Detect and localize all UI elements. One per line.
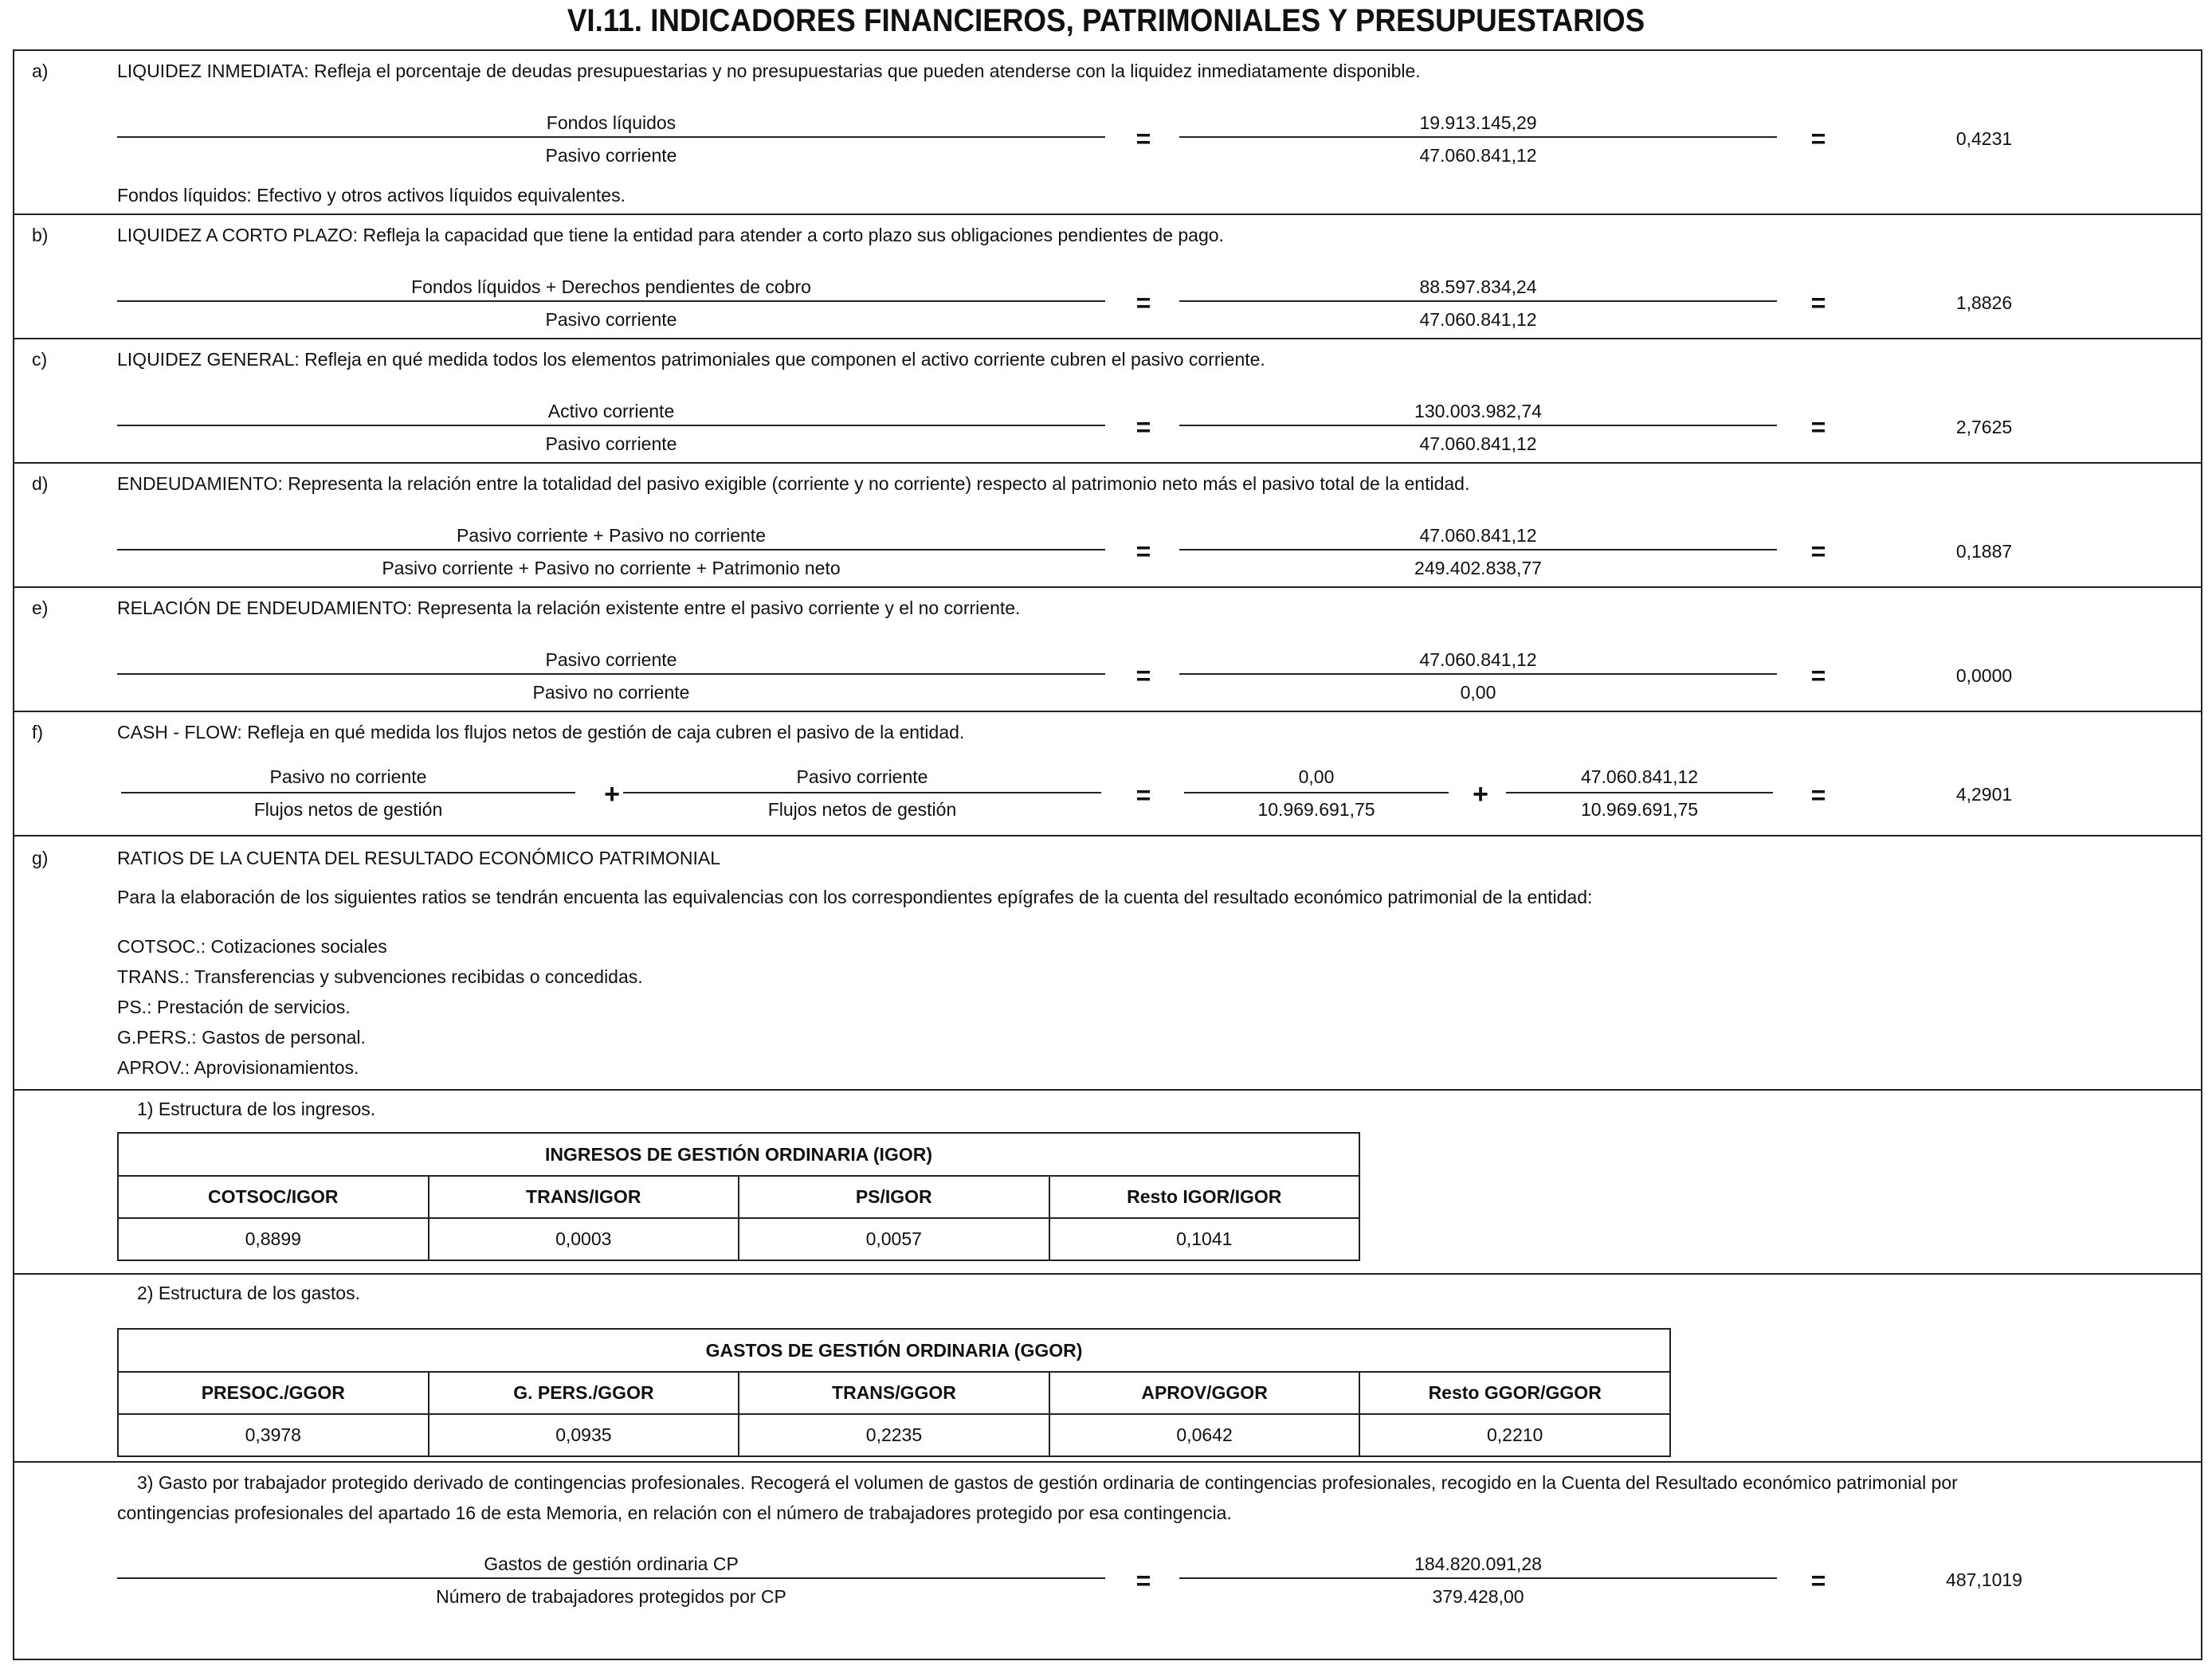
column-header: Resto IGOR/IGOR [1049,1176,1360,1218]
section-letter: a) [32,61,49,81]
fraction-bar [1184,792,1449,793]
numerator-label: Fondos líquidos + Derechos pendientes de cobro [411,276,811,297]
definition-item: COTSOC.: Cotizaciones sociales [117,936,387,957]
denominator-label: Flujos netos de gestión [767,799,957,820]
equals-sign: = [1135,288,1151,317]
fraction-bar [117,673,1105,675]
section-divider [13,835,2202,836]
table-cell: 0,0057 [739,1218,1049,1260]
numerator-label: Activo corriente [547,401,675,421]
denominator-value: 47.060.841,12 [1419,309,1537,330]
gastos-table [117,1328,1671,1457]
denominator-value: 0,00 [1460,682,1496,703]
fraction-bar [117,1577,1105,1579]
page-title: VI.11. INDICADORES FINANCIEROS, PATRIMONIALES Y PRESUPUESTARIOS [567,3,1645,38]
numerator-value: 184.820.091,28 [1414,1553,1542,1574]
numerator-value: 47.060.841,12 [1419,649,1537,670]
section-divider [13,1089,2202,1091]
fraction-bar [1506,792,1773,793]
equals-sign: = [1810,413,1826,441]
table-cell: 0,3978 [118,1414,429,1456]
fraction-bar [1179,425,1777,426]
numerator-value: 0,00 [1298,766,1335,787]
equals-sign: = [1810,124,1826,153]
denominator-value: 47.060.841,12 [1419,145,1537,166]
definition-item: G.PERS.: Gastos de personal. [117,1027,366,1048]
table-cell: 0,2210 [1359,1414,1670,1456]
section-divider [13,214,2202,215]
column-header: TRANS/IGOR [429,1176,739,1218]
section-intro: Para la elaboración de los siguientes ratios se tendrán encuenta las equivalencias con los correspondientes epígrafes de la cuenta del resultado económico patrimonial de la entidad: [117,887,1593,907]
equals-sign: = [1810,661,1826,690]
section-description: LIQUIDEZ A CORTO PLAZO: Refleja la capacidad que tiene la entidad para atender a corto plazo sus obligaciones pendientes de pago. [117,225,1224,245]
numerator-label: Pasivo corriente [796,766,928,787]
ingresos-table [117,1132,1360,1261]
numerator-label: Pasivo no corriente [269,766,427,787]
table-header: GASTOS DE GESTIÓN ORDINARIA (GGOR) [118,1329,1670,1372]
definition-item: APROV.: Aprovisionamientos. [117,1057,359,1078]
column-header: Resto GGOR/GGOR [1359,1372,1670,1414]
result-value: 2,7625 [1955,417,2013,437]
section-letter: d) [32,473,49,494]
section-divider [13,711,2202,712]
section-description: LIQUIDEZ GENERAL: Refleja en qué medida todos los elementos patrimoniales que componen el activo corriente cubren el pasivo corriente. [117,349,1265,370]
plus-sign: + [604,779,620,809]
section-description: LIQUIDEZ INMEDIATA: Refleja el porcentaje de deudas presupuestarias y no presupuestarias que pueden atenderse con la liquidez inmediatamente disponible. [117,61,1421,81]
column-header: G. PERS./GGOR [429,1372,739,1414]
result-value: 487,1019 [1946,1569,2022,1590]
fraction-bar [1179,1577,1777,1579]
fraction-bar [1179,136,1777,138]
denominator-value: 379.428,00 [1432,1586,1524,1607]
result-value: 0,0000 [1955,665,2013,686]
numerator-label: Fondos líquidos [546,112,677,133]
fraction-bar [117,300,1105,302]
section-description: CASH - FLOW: Refleja en qué medida los flujos netos de gestión de caja cubren el pasivo de la entidad. [117,722,965,742]
denominator-value: 10.969.691,75 [1257,799,1375,820]
table-header: INGRESOS DE GESTIÓN ORDINARIA (IGOR) [118,1133,1359,1176]
result-value: 0,4231 [1955,128,2013,149]
fraction-bar [121,792,575,793]
equals-sign: = [1810,781,1826,809]
denominator-value: 10.969.691,75 [1580,799,1699,820]
result-value: 0,1887 [1955,541,2013,562]
section-divider [13,1461,2202,1463]
equals-sign: = [1810,288,1826,317]
table-cell: 0,0935 [429,1414,739,1456]
section-description: RELACIÓN DE ENDEUDAMIENTO: Representa la relación existente entre el pasivo corriente y el no corriente. [117,597,1021,618]
section-letter: g) [32,848,49,868]
fraction-bar [623,792,1101,793]
result-value: 4,2901 [1955,784,2013,805]
definition-item: PS.: Prestación de servicios. [117,997,351,1017]
table-cell: 0,0003 [429,1218,739,1260]
denominator-value: 249.402.838,77 [1414,558,1542,578]
fraction-bar [117,549,1105,550]
equals-sign: = [1135,124,1151,153]
fraction-bar [117,136,1105,138]
denominator-label: Pasivo no corriente [532,682,690,703]
section-divider [13,586,2202,588]
table-cell: 0,0642 [1049,1414,1360,1456]
table-cell: 0,8899 [118,1218,429,1260]
numerator-value: 47.060.841,12 [1580,766,1699,787]
fraction-bar [1179,673,1777,675]
column-header: PRESOC./GGOR [118,1372,429,1414]
ingresos-caption: 1) Estructura de los ingresos. [137,1099,376,1119]
fraction-bar [1179,549,1777,550]
cp-description-line-1: 3) Gasto por trabajador protegido derivado de contingencias profesionales. Recogerá el volumen de gastos de gestión ordinaria de contingencias profesionales, recogido en la Cuenta del Resultado económico patrimonial por [137,1472,1958,1493]
numerator-value: 130.003.982,74 [1414,401,1542,421]
column-header: APROV/GGOR [1049,1372,1360,1414]
equals-sign: = [1135,537,1151,566]
equals-sign: = [1135,413,1151,441]
cp-description-line-2: contingencias profesionales del apartado 16 de esta Memoria, en relación con el número de trabajadores protegido por esa contingencia. [117,1502,1232,1523]
column-header: COTSOC/IGOR [118,1176,429,1218]
numerator-value: 88.597.834,24 [1419,276,1537,297]
denominator-label: Flujos netos de gestión [253,799,443,820]
plus-sign: + [1473,779,1488,809]
equals-sign: = [1135,781,1151,809]
column-header: TRANS/GGOR [739,1372,1049,1414]
section-divider [13,462,2202,464]
numerator-label: Pasivo corriente + Pasivo no corriente [456,525,766,546]
section-letter: f) [32,722,44,742]
numerator-value: 47.060.841,12 [1419,525,1537,546]
numerator-value: 19.913.145,29 [1419,112,1537,133]
table-cell: 0,1041 [1049,1218,1360,1260]
gastos-caption: 2) Estructura de los gastos. [137,1283,360,1303]
fraction-bar [117,425,1105,426]
equals-sign: = [1135,661,1151,690]
denominator-label: Pasivo corriente + Pasivo no corriente + Patrimonio neto [382,558,841,578]
section-note: Fondos líquidos: Efectivo y otros activos líquidos equivalentes. [117,185,626,206]
section-divider [13,338,2202,339]
denominator-value: 47.060.841,12 [1419,433,1537,454]
section-heading: RATIOS DE LA CUENTA DEL RESULTADO ECONÓMICO PATRIMONIAL [117,848,720,868]
numerator-label: Gastos de gestión ordinaria CP [484,1553,739,1574]
denominator-label: Número de trabajadores protegidos por CP [436,1586,786,1607]
section-letter: b) [32,225,49,245]
table-cell: 0,2235 [739,1414,1049,1456]
numerator-label: Pasivo corriente [545,649,677,670]
equals-sign: = [1810,1566,1826,1595]
definition-item: TRANS.: Transferencias y subvenciones recibidas o concedidas. [117,966,643,987]
column-header: PS/IGOR [739,1176,1049,1218]
equals-sign: = [1810,537,1826,566]
fraction-bar [1179,300,1777,302]
section-divider [13,1273,2202,1275]
section-letter: e) [32,597,49,618]
denominator-label: Pasivo corriente [545,433,677,454]
result-value: 1,8826 [1955,292,2013,313]
denominator-label: Pasivo corriente [545,309,677,330]
equals-sign: = [1135,1566,1151,1595]
section-letter: c) [32,349,48,370]
denominator-label: Pasivo corriente [545,145,677,166]
section-description: ENDEUDAMIENTO: Representa la relación entre la totalidad del pasivo exigible (corriente y no corriente) respecto al patrimonio neto más el pasivo total de la entidad. [117,473,1470,494]
